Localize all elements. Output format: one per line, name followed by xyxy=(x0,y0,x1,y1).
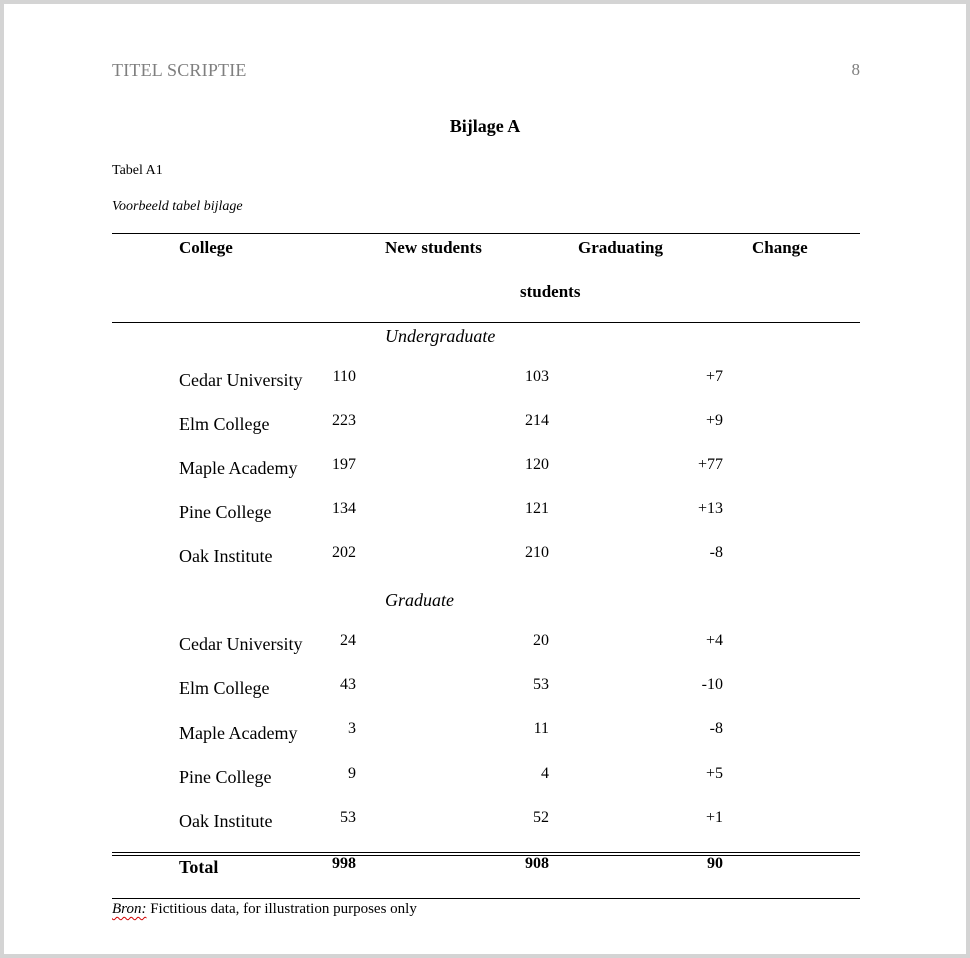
cell-new-students: 9 xyxy=(348,765,356,782)
cell-change: +5 xyxy=(705,765,723,782)
cell-new-students: 43 xyxy=(340,676,356,693)
cell-college: Cedar University xyxy=(179,370,303,390)
cell-graduating: 53 xyxy=(533,676,549,693)
page-number: 8 xyxy=(851,60,860,79)
column-header-graduating-students: students xyxy=(520,282,581,301)
table-source-note xyxy=(112,901,417,918)
cell-graduating: 120 xyxy=(525,456,549,473)
column-header-college: College xyxy=(179,238,233,257)
table-top-rule xyxy=(112,233,860,234)
cell-change: +77 xyxy=(697,456,723,473)
cell-college: Cedar University xyxy=(179,634,303,654)
source-text: Fictitious data, for illustration purposes only xyxy=(146,901,417,917)
cell-new-students: 24 xyxy=(340,632,356,649)
cell-new-students: 197 xyxy=(332,456,356,473)
cell-college: Maple Academy xyxy=(179,723,298,743)
running-head: TITEL SCRIPTIE xyxy=(112,60,247,80)
section-label-graduate: Graduate xyxy=(385,590,454,610)
cell-change: -8 xyxy=(709,720,723,737)
cell-graduating: 11 xyxy=(533,720,549,737)
cell-change: +4 xyxy=(705,632,723,649)
cell-graduating: 210 xyxy=(525,544,549,561)
cell-college: Elm College xyxy=(179,678,270,698)
table-bottom-rule xyxy=(112,898,860,899)
cell-college: Elm College xyxy=(179,414,270,434)
cell-change: +7 xyxy=(705,368,723,385)
cell-college: Pine College xyxy=(179,767,272,787)
cell-graduating: 52 xyxy=(533,809,549,826)
cell-change: +1 xyxy=(705,809,723,826)
cell-total-new-students: 998 xyxy=(332,855,356,872)
cell-change: +9 xyxy=(705,412,723,429)
cell-college: Maple Academy xyxy=(179,458,298,478)
cell-change: +13 xyxy=(697,500,723,517)
cell-new-students: 223 xyxy=(332,412,356,429)
cell-graduating: 121 xyxy=(525,500,549,517)
cell-total-label: Total xyxy=(179,857,219,877)
document-page xyxy=(4,4,966,954)
cell-change: -10 xyxy=(701,676,723,693)
cell-new-students: 3 xyxy=(348,720,356,737)
cell-change: -8 xyxy=(709,544,723,561)
cell-college: Oak Institute xyxy=(179,546,273,566)
column-header-graduating: Graduating xyxy=(578,238,664,257)
header-bottom-rule xyxy=(112,322,860,323)
appendix-title: Bijlage A xyxy=(449,116,521,136)
cell-graduating: 4 xyxy=(541,765,549,782)
section-label-undergraduate: Undergraduate xyxy=(385,326,496,346)
column-header-change: Change xyxy=(752,238,808,257)
cell-graduating: 103 xyxy=(525,368,549,385)
cell-total-change: 90 xyxy=(707,855,723,872)
table-caption: Voorbeeld tabel bijlage xyxy=(112,199,243,214)
cell-new-students: 53 xyxy=(340,809,356,826)
source-label: Bron: xyxy=(112,901,147,917)
cell-new-students: 202 xyxy=(332,544,356,561)
cell-college: Pine College xyxy=(179,502,272,522)
cell-college: Oak Institute xyxy=(179,811,273,831)
cell-new-students: 134 xyxy=(332,500,356,517)
table-number: Tabel A1 xyxy=(112,163,163,178)
cell-graduating: 214 xyxy=(525,412,549,429)
cell-graduating: 20 xyxy=(533,632,549,649)
total-rule-top xyxy=(112,852,860,853)
cell-total-graduating: 908 xyxy=(525,855,549,872)
cell-new-students: 110 xyxy=(332,368,356,385)
column-header-new-students: New students xyxy=(385,238,482,257)
